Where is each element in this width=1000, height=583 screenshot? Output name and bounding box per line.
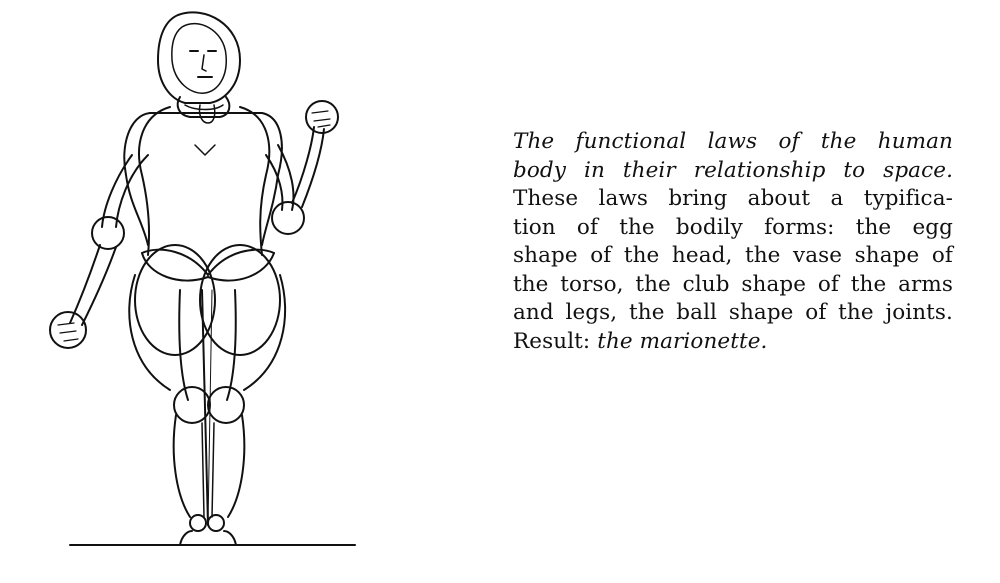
caption-result-value: the marionette. bbox=[597, 328, 768, 354]
caption-result-line bbox=[513, 328, 953, 357]
marionette-figure-drawing bbox=[30, 5, 380, 575]
caption-body-line-2: tion of the bodily forms: the egg bbox=[513, 214, 953, 240]
caption-body-line-5: and legs, the ball shape of the joints. bbox=[513, 300, 953, 325]
caption-body-line-3: shape of the head, the vase shape of bbox=[513, 243, 953, 268]
caption-body-line-4: the torso, the club shape of the arms bbox=[513, 271, 953, 297]
caption-italic-line-1: The functional laws of the human bbox=[513, 129, 953, 154]
caption-italic-line-2: body in their relationship to space. bbox=[513, 157, 953, 183]
caption-body-line-1: These laws bring about a typifica- bbox=[513, 186, 953, 211]
caption-result-label: Result: bbox=[513, 328, 591, 354]
caption-text-block bbox=[513, 128, 953, 356]
